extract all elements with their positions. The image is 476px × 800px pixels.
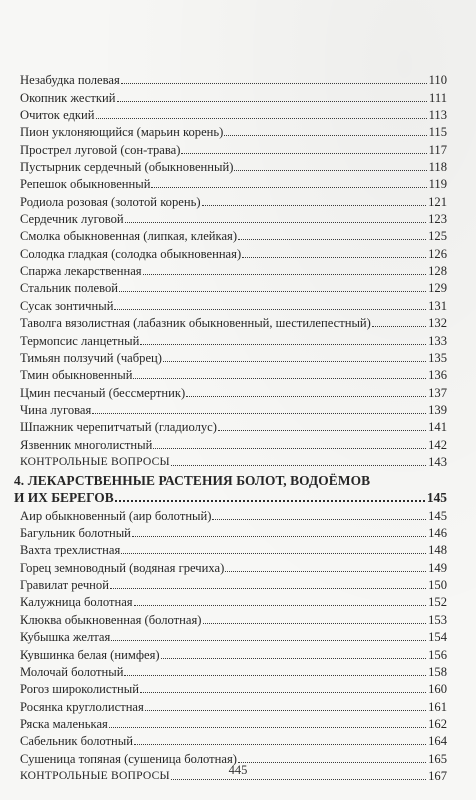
toc-entry-title: Сусак зонтичный [20, 298, 114, 313]
toc-entry-page: 111 [429, 90, 447, 105]
toc-entry-page: 145 [428, 508, 447, 523]
dot-leader [151, 187, 426, 188]
toc-entry-title: Пион уклоняющийся (марьин корень) [20, 125, 224, 140]
dot-leader [117, 101, 428, 102]
dot-leader [132, 536, 426, 537]
dot-leader [242, 257, 426, 258]
section-title-line1: 4. ЛЕКАРСТВЕННЫЕ РАСТЕНИЯ БОЛОТ, ВОДОЁМОВ [14, 472, 371, 488]
toc-entry [20, 158, 447, 175]
section-heading [14, 472, 447, 507]
toc-entry-page: 121 [428, 194, 447, 209]
dot-leader [143, 274, 427, 275]
toc-entry-page: 150 [428, 578, 447, 593]
dot-leader [96, 118, 427, 119]
entries-group-a [20, 71, 447, 453]
toc-entry [20, 383, 447, 400]
toc-entry [20, 645, 447, 662]
toc-entry [20, 279, 447, 296]
toc-entry-title: Очиток едкий [20, 108, 95, 123]
toc-entry-page: 154 [428, 630, 447, 645]
toc-entry [20, 628, 447, 645]
dot-leader [125, 222, 426, 223]
toc-entry-control-questions-a [20, 453, 447, 470]
toc-entry-page: 119 [428, 177, 447, 192]
dot-leader [238, 239, 426, 240]
toc-entry [20, 106, 447, 123]
dot-leader [140, 692, 426, 693]
dot-leader [133, 378, 426, 379]
table-of-contents [14, 71, 447, 784]
toc-entry-page: 167 [428, 768, 447, 783]
toc-entry [20, 732, 447, 749]
toc-entry-page: 148 [428, 543, 447, 558]
toc-entry [20, 192, 447, 209]
toc-entry-page: 135 [428, 350, 447, 365]
toc-entry-title: Кубышка желтая [20, 630, 111, 645]
toc-entry-title: Вахта трехлистная [20, 543, 121, 558]
toc-entry-title: Калужница болотная [20, 595, 133, 610]
dot-leader [225, 571, 426, 572]
toc-entry-title: КОНТРОЛЬНЫЕ ВОПРОСЫ [20, 768, 170, 782]
toc-entry-page: 117 [428, 142, 447, 157]
entries-group-b [20, 506, 447, 766]
dot-leader [121, 553, 426, 554]
toc-entry-title: Стальник полевой [20, 281, 119, 296]
toc-entry-page: 162 [428, 716, 447, 731]
toc-entry-title: Кувшинка белая (нимфея) [20, 647, 160, 662]
dot-leader [92, 413, 426, 414]
toc-entry [20, 418, 447, 435]
toc-entry-page: 113 [428, 108, 447, 123]
toc-entry-title: КОНТРОЛЬНЫЕ ВОПРОСЫ [20, 454, 170, 468]
toc-entry-title: Аир обыкновенный (аир болотный) [20, 508, 212, 523]
toc-entry-title: Солодка гладкая (солодка обыкновенная) [20, 246, 242, 261]
section-title-line2: И ИХ БЕРЕГОВ [14, 490, 114, 506]
toc-entry [20, 88, 447, 105]
toc-entry-title: Чина луговая [20, 402, 92, 417]
dot-leader [212, 519, 426, 520]
dot-leader [121, 83, 427, 84]
toc-entry [20, 663, 447, 680]
toc-entry-title: Таволга вязолистная (лабазник обыкновенный, шестилепестный) [20, 316, 371, 331]
toc-entry-title: Смолка обыкновенная (липкая, клейкая) [20, 229, 238, 244]
toc-entry [20, 244, 447, 261]
toc-entry-page: 139 [428, 402, 447, 417]
toc-entry-page: 123 [428, 212, 447, 227]
toc-entry-title: Тмин обыкновенный [20, 368, 133, 383]
toc-entry-title: Рогоз широколистный [20, 682, 139, 697]
toc-entry-page: 156 [428, 647, 447, 662]
dot-leader [181, 153, 426, 154]
dot-leader [134, 744, 426, 745]
toc-entry-title: Багульник болотный [20, 526, 131, 541]
toc-entry [20, 296, 447, 313]
toc-entry-title: Окопник жесткий [20, 90, 116, 105]
toc-entry [20, 576, 447, 593]
dot-leader [161, 658, 427, 659]
dot-leader [234, 170, 426, 171]
toc-entry-title: Росянка круглолистная [20, 699, 144, 714]
section-page: 145 [426, 490, 447, 506]
toc-entry [20, 123, 447, 140]
toc-entry [20, 558, 447, 575]
toc-entry-page: 133 [428, 333, 447, 348]
toc-entry-page: 164 [428, 734, 447, 749]
toc-entry [20, 210, 447, 227]
toc-entry [20, 506, 447, 523]
toc-entry-title: Клюква обыкновенная (болотная) [20, 612, 202, 627]
toc-entry-page: 143 [428, 454, 447, 469]
toc-entry [20, 680, 447, 697]
toc-entry-page: 125 [428, 229, 447, 244]
toc-entry-title: Горец земноводный (водяная гречиха) [20, 560, 225, 575]
toc-entry [20, 715, 447, 732]
toc-entry-title: Молочай болотный [20, 664, 124, 679]
toc-entry [20, 401, 447, 418]
dot-leader [171, 779, 426, 780]
toc-entry-page: 146 [428, 526, 447, 541]
toc-entry-title: Гравилат речной [20, 578, 109, 593]
toc-entry [20, 262, 447, 279]
toc-entry-page: 142 [428, 437, 447, 452]
toc-entry-title: Репешок обыкновенный [20, 177, 151, 192]
dot-leader [163, 361, 426, 362]
toc-entry [20, 541, 447, 558]
toc-entry-page: 115 [428, 125, 447, 140]
dot-leader [115, 500, 425, 502]
dot-leader [140, 344, 426, 345]
toc-entry [20, 175, 447, 192]
toc-entry [20, 71, 447, 88]
toc-entry-page: 131 [428, 298, 447, 313]
toc-entry [20, 349, 447, 366]
dot-leader [224, 135, 426, 136]
toc-entry-title: Спаржа лекарственная [20, 264, 142, 279]
toc-entry-title: Шпажник черепитчатый (гладиолус) [20, 420, 217, 435]
toc-entry-page: 152 [428, 595, 447, 610]
dot-leader [153, 448, 426, 449]
toc-entry-page: 129 [428, 281, 447, 296]
toc-entry-page: 141 [428, 420, 447, 435]
toc-entry-title: Тимьян ползучий (чабрец) [20, 350, 162, 365]
dot-leader [145, 710, 426, 711]
dot-leader [203, 623, 427, 624]
dot-leader [119, 291, 426, 292]
toc-entry-page: 110 [428, 73, 447, 88]
toc-entry-title: Ряска маленькая [20, 716, 108, 731]
dot-leader [109, 727, 426, 728]
toc-entry-page: 149 [428, 560, 447, 575]
toc-entry-title: Цмин песчаный (бессмертник) [20, 385, 186, 400]
dot-leader [111, 640, 426, 641]
toc-entry-page: 153 [428, 612, 447, 627]
toc-entry [20, 524, 447, 541]
toc-entry [20, 331, 447, 348]
dot-leader [186, 396, 426, 397]
toc-entry [20, 227, 447, 244]
toc-entry [20, 435, 447, 452]
toc-entry-page: 137 [428, 385, 447, 400]
toc-entry [20, 140, 447, 157]
toc-entry-title: Родиола розовая (золотой корень) [20, 194, 201, 209]
dot-leader [124, 675, 426, 676]
toc-entry [20, 697, 447, 714]
dot-leader [202, 205, 427, 206]
toc-entry [20, 610, 447, 627]
dot-leader [218, 430, 426, 431]
toc-entry-title: Сабельник болотный [20, 734, 133, 749]
toc-entry-page: 126 [428, 246, 447, 261]
toc-entry [20, 366, 447, 383]
toc-entry [20, 314, 447, 331]
page-number: 445 [228, 763, 248, 777]
toc-entry-title: Сердечник луговой [20, 212, 124, 227]
dot-leader [134, 605, 427, 606]
toc-entry-page: 132 [428, 316, 447, 331]
dot-leader [110, 588, 426, 589]
toc-entry-page: 158 [428, 664, 447, 679]
toc-entry-title: Пустырник сердечный (обыкновенный) [20, 160, 234, 175]
dot-leader [171, 465, 426, 466]
section-title-line2-row [14, 489, 447, 507]
toc-entry-title: Незабудка полевая [20, 73, 120, 88]
toc-entry-page: 160 [428, 682, 447, 697]
dot-leader [372, 326, 426, 327]
toc-entry-page: 136 [428, 368, 447, 383]
toc-entry-page: 118 [428, 160, 447, 175]
toc-entry-title: Прострел луговой (сон-трава) [20, 142, 181, 157]
dot-leader [114, 309, 426, 310]
toc-entry-page: 128 [428, 264, 447, 279]
toc-entry-page: 161 [428, 699, 447, 714]
toc-entry [20, 593, 447, 610]
toc-entry-title: Сушеница топяная (сушеница болотная) [20, 751, 237, 766]
toc-entry-title: Термопсис ланцетный [20, 333, 140, 348]
toc-entry-title: Язвенник многолистный [20, 437, 153, 452]
toc-entry-page: 165 [428, 751, 447, 766]
